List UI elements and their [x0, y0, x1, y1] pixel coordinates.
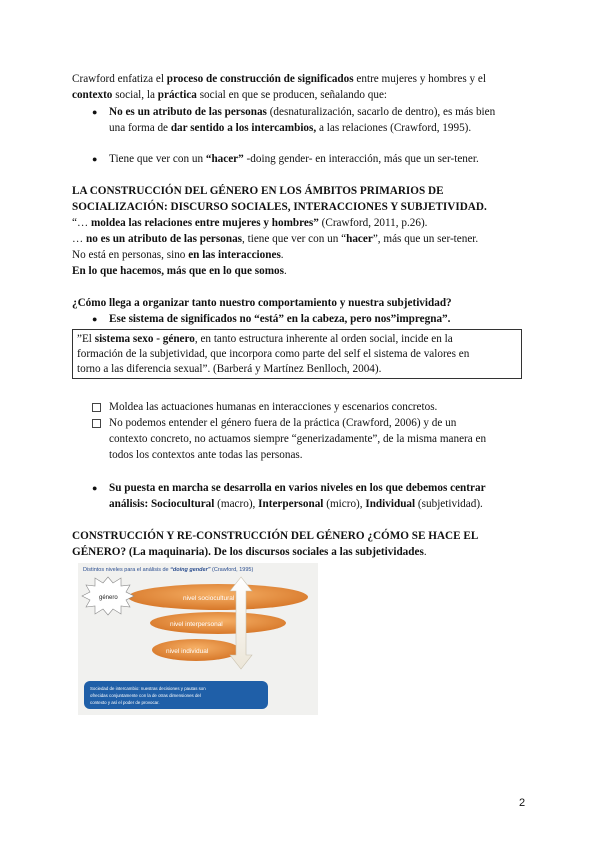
bullet1-line-2: una forma de dar sentido a los intercambios, a las relaciones (Crawford, 1995). — [109, 122, 472, 134]
quote-line-2: formación de la subjetividad, que incorpora como parte del self el sistema de valores en — [77, 348, 470, 360]
check-item-2-line-2: contexto concreto, no actuamos siempre “generizadamente”, de la misma manera en — [109, 433, 487, 445]
quote-line-1: ”El sistema sexo - género, en tanto estructura inherente al orden social, incide en la — [77, 333, 453, 345]
bullet-icon: ● — [92, 314, 98, 324]
para2-line-1: “… moldea las relaciones entre mujeres y hombres” (Crawford, 2011, p.26). — [72, 217, 428, 229]
para2-line-3: No está en personas, sino en las interacciones. — [72, 249, 284, 261]
intro-line-1: Crawford enfatiza el proceso de construcción de significados entre mujeres y hombres y el — [72, 73, 486, 85]
level-interpersonal-label: nivel interpersonal — [170, 621, 223, 628]
burst-label: género — [99, 595, 118, 601]
heading-1-line-1: LA CONSTRUCCIÓN DEL GÉNERO EN LOS ÁMBITOS PRIMARIOS DE — [72, 185, 444, 197]
figure-caption: Sociedad de intercambio: nuestras decisiones y pautas son ofrecidas conjuntamente con la de otras dimensiones del contexto y así el poder de provocar. — [90, 686, 206, 705]
bullet-icon: ● — [92, 483, 98, 493]
intro-line-2: contexto social, la práctica social en que se producen, señalando que: — [72, 89, 388, 101]
level-sociocultural-label: nivel sociocultural — [183, 595, 235, 602]
question-bullet: Ese sistema de significados no “está” en la cabeza, pero nos”impregna”. — [109, 313, 451, 325]
para2-line-4: En lo que hacemos, más que en lo que somos. — [72, 265, 287, 277]
question-title: ¿Cómo llega a organizar tanto nuestro comportamiento y nuestra subjetividad? — [72, 297, 452, 309]
para2-line-2: … no es un atributo de las personas, tiene que ver con un “hacer”, más que un ser-tener. — [72, 233, 479, 245]
doing-gender-figure — [78, 563, 318, 715]
check-item-2-line-1: No podemos entender el género fuera de la práctica (Crawford, 2006) y de un — [109, 417, 457, 429]
level-individual-label: nivel individual — [166, 648, 209, 655]
heading-2-line-2: GÉNERO? (La maquinaria). De los discursos sociales a las subjetividades. — [72, 546, 427, 558]
figure-title: Distintos niveles para el análisis de “doing gender” (Crawford, 1995) — [83, 567, 254, 573]
page-number: 2 — [519, 797, 526, 809]
quote-line-3: torno a las diferencia sexual”. (Barberá y Martínez Benlloch, 2004). — [77, 363, 382, 375]
bullet1-line-1: No es un atributo de las personas (desnaturalización, sacarlo de dentro), es más bien — [109, 106, 496, 118]
bullet-icon: ● — [92, 107, 98, 117]
bullet2-line: Tiene que ver con un “hacer” -doing gender- en interacción, más que un ser-tener. — [109, 153, 479, 165]
check-item-2-line-3: todos los contextos ante todas las personas. — [109, 449, 303, 461]
gender-burst-icon — [82, 577, 134, 615]
heading-1-line-2: SOCIALIZACIÓN: DISCURSO SOCIALES, INTERACCIONES Y SUBJETIVIDAD. — [72, 201, 487, 213]
checkbox-icon — [92, 419, 101, 428]
bullet3-line-1: Su puesta en marcha se desarrolla en varios niveles en los que debemos centrar — [109, 482, 486, 494]
bullet-icon: ● — [92, 154, 98, 164]
bullet3-line-2: análisis: Sociocultural (macro), Interpersonal (micro), Individual (subjetividad). — [109, 498, 483, 510]
heading-2-line-1: CONSTRUCCIÓN Y RE-CONSTRUCCIÓN DEL GÉNERO ¿CÓMO SE HACE EL — [72, 530, 479, 542]
checkbox-icon — [92, 403, 101, 412]
check-item-1: Moldea las actuaciones humanas en interacciones y escenarios concretos. — [109, 401, 438, 413]
